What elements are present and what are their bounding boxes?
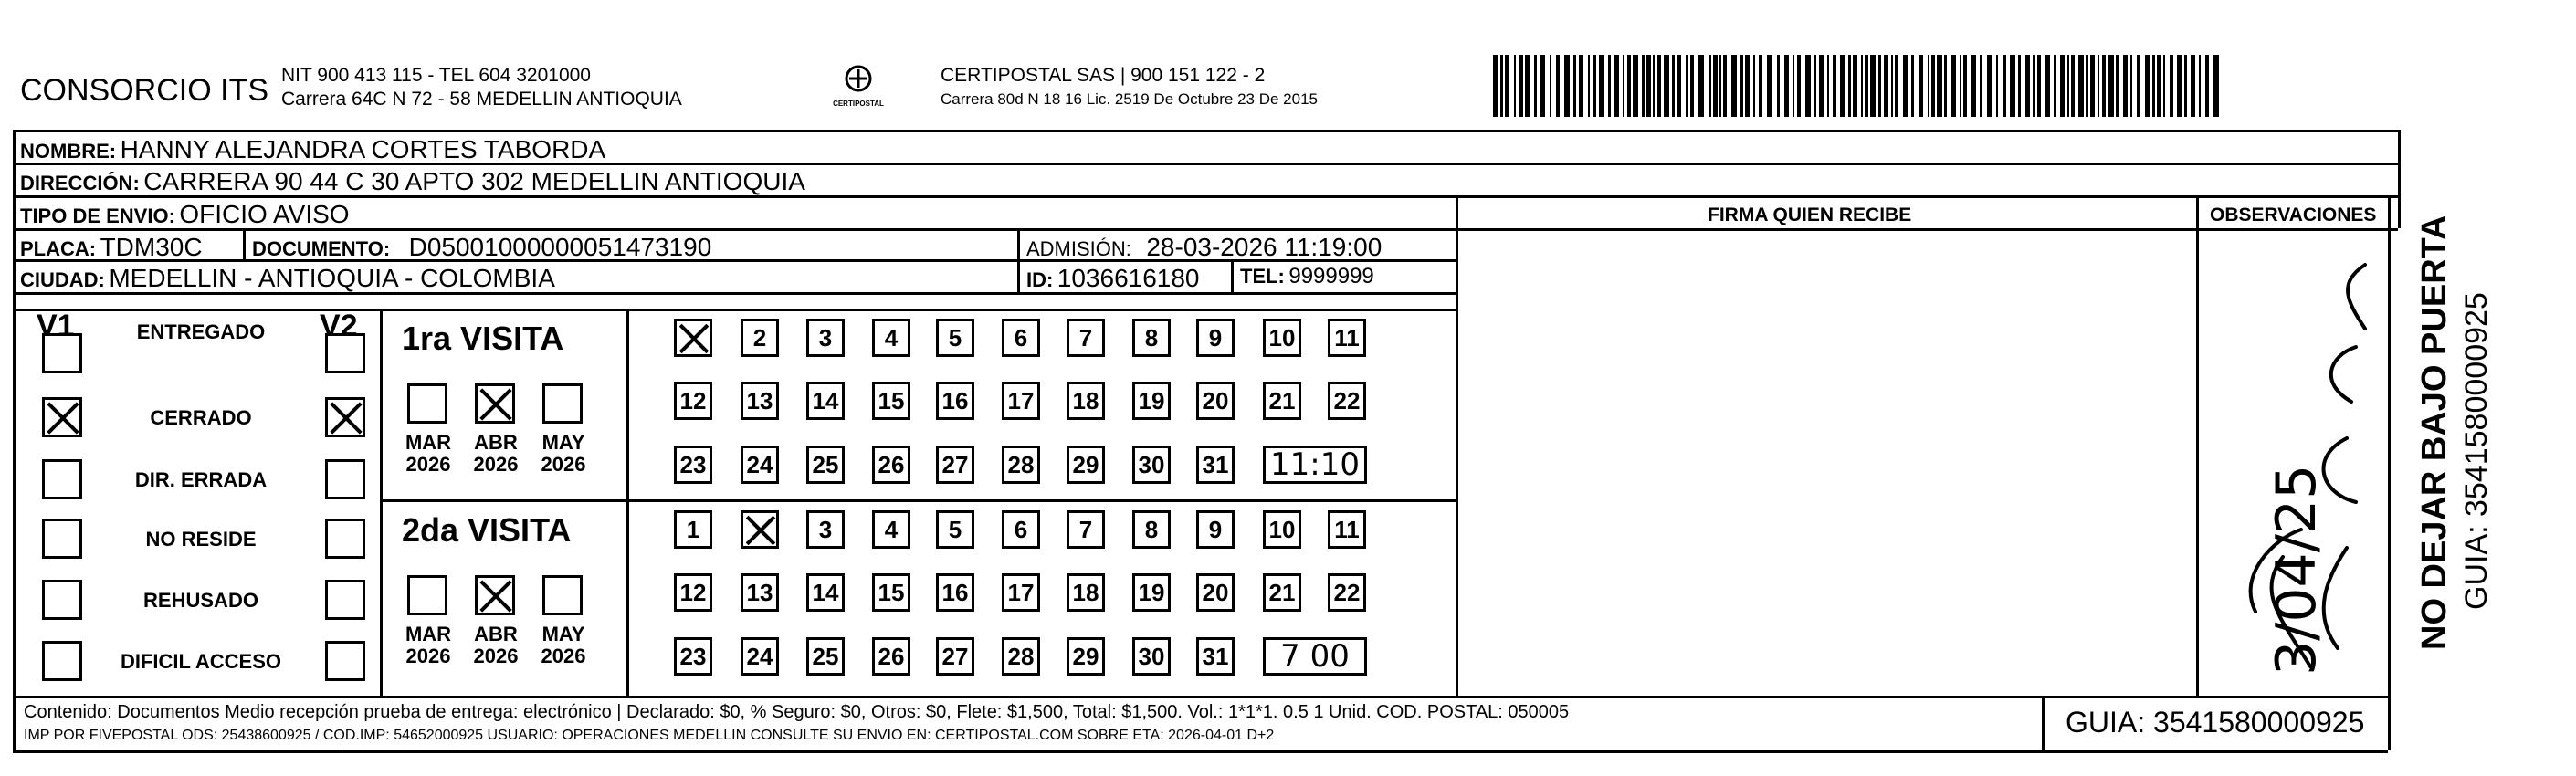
visit-title: 2da VISITA xyxy=(402,511,572,549)
day-box[interactable]: 1 xyxy=(674,510,712,549)
status-label: ENTREGADO xyxy=(136,320,266,343)
day-box[interactable]: 12 xyxy=(674,382,712,420)
v1-checkbox[interactable] xyxy=(42,641,82,681)
day-box[interactable]: 6 xyxy=(1002,319,1040,357)
admision-label: ADMISIÓN: xyxy=(1026,237,1131,260)
day-box[interactable]: 20 xyxy=(1196,573,1235,612)
v2-checkbox[interactable] xyxy=(325,580,365,620)
day-box[interactable]: 25 xyxy=(806,637,845,676)
day-box[interactable]: 5 xyxy=(936,510,974,549)
barcode xyxy=(1493,55,2224,117)
logo-text: CERTIPOSTAL xyxy=(833,100,884,108)
day-box[interactable]: 4 xyxy=(872,510,910,549)
tipo-label: TIPO DE ENVIO: xyxy=(20,204,175,227)
day-box[interactable] xyxy=(674,319,712,357)
day-box[interactable]: 18 xyxy=(1067,382,1105,420)
v1-checkbox[interactable] xyxy=(42,397,82,437)
documento-label: DOCUMENTO: xyxy=(252,237,391,260)
day-box[interactable]: 17 xyxy=(1002,382,1040,420)
day-box[interactable]: 13 xyxy=(741,382,779,420)
nombre-row xyxy=(20,137,605,163)
month-label: MAY 2026 xyxy=(541,623,586,668)
documento-value: D05001000000051473190 xyxy=(408,233,712,261)
v2-checkbox[interactable] xyxy=(325,459,365,499)
visit-title: 1ra VISITA xyxy=(402,320,564,357)
day-box[interactable]: 12 xyxy=(674,573,712,612)
day-box[interactable]: 24 xyxy=(741,637,779,676)
direccion-value: CARRERA 90 44 C 30 APTO 302 MEDELLIN ANTIOQUIA xyxy=(143,167,805,195)
status-label: REHUSADO xyxy=(143,589,258,612)
day-box[interactable]: 31 xyxy=(1196,637,1235,676)
day-box[interactable]: 20 xyxy=(1196,382,1235,420)
tel-label: TEL: xyxy=(1240,265,1285,288)
day-box[interactable]: 21 xyxy=(1263,382,1301,420)
v2-label: V2 xyxy=(320,309,358,343)
carrier-name: CERTIPOSTAL SAS | 900 151 122 - 2 xyxy=(941,65,1266,86)
day-box[interactable]: 13 xyxy=(741,573,779,612)
v1-checkbox[interactable] xyxy=(42,519,82,559)
tipo-row xyxy=(20,202,350,227)
day-box[interactable]: 7 xyxy=(1067,510,1105,549)
direccion-label: DIRECCIÓN: xyxy=(20,172,140,194)
status-label: CERRADO xyxy=(150,406,252,429)
month-checkbox[interactable] xyxy=(407,383,447,424)
day-box[interactable]: 3 xyxy=(806,319,845,357)
ciudad-label: CIUDAD: xyxy=(20,268,105,291)
placa-row xyxy=(20,235,203,260)
day-box[interactable]: 19 xyxy=(1132,382,1171,420)
observaciones-handwritten-note: 3/04/25 xyxy=(2265,464,2329,676)
day-box[interactable]: 27 xyxy=(936,446,974,484)
direccion-row xyxy=(20,169,805,194)
day-box[interactable]: 26 xyxy=(872,446,910,484)
ciudad-row xyxy=(20,266,555,291)
day-box[interactable]: 28 xyxy=(1002,637,1040,676)
visit-time-box[interactable]: 11:10 xyxy=(1263,446,1367,484)
nombre-label: NOMBRE: xyxy=(20,140,117,163)
day-box[interactable]: 22 xyxy=(1328,382,1366,420)
company-address: Carrera 64C N 72 - 58 MEDELLIN ANTIOQUIA xyxy=(281,89,682,110)
day-box[interactable]: 24 xyxy=(741,446,779,484)
day-box[interactable]: 14 xyxy=(806,573,845,612)
day-box[interactable]: 8 xyxy=(1132,319,1171,357)
tel-row xyxy=(1240,266,1374,288)
v2-checkbox[interactable] xyxy=(325,641,365,681)
day-box[interactable]: 19 xyxy=(1132,573,1171,612)
certipostal-logo xyxy=(822,64,895,110)
ciudad-value: MEDELLIN - ANTIOQUIA - COLOMBIA xyxy=(109,264,555,292)
tipo-value: OFICIO AVISO xyxy=(179,200,350,228)
status-label: DIFICIL ACCESO xyxy=(120,650,281,673)
footer-guia: GUIA: 3541580000925 xyxy=(2066,706,2365,739)
day-box[interactable]: 27 xyxy=(936,637,974,676)
day-box[interactable]: 7 xyxy=(1067,319,1105,357)
day-box[interactable]: 23 xyxy=(674,446,712,484)
day-box[interactable]: 16 xyxy=(936,573,974,612)
month-label: MAR 2026 xyxy=(405,431,452,477)
admision-row xyxy=(1026,235,1382,260)
month-label: ABR 2026 xyxy=(473,623,519,668)
documento-row xyxy=(252,235,711,260)
month-checkbox[interactable] xyxy=(475,383,515,424)
day-box[interactable]: 30 xyxy=(1132,637,1171,676)
placa-label: PLACA: xyxy=(20,237,97,260)
day-box[interactable]: 14 xyxy=(806,382,845,420)
day-box[interactable]: 5 xyxy=(936,319,974,357)
side-guia: GUIA: 3541580000925 xyxy=(2459,292,2494,610)
v1-label: V1 xyxy=(37,309,75,343)
nombre-value: HANNY ALEJANDRA CORTES TABORDA xyxy=(120,135,606,163)
day-box[interactable]: 26 xyxy=(872,637,910,676)
day-box[interactable] xyxy=(741,510,779,549)
v2-checkbox[interactable] xyxy=(325,333,365,373)
status-label: NO RESIDE xyxy=(145,528,257,551)
footer-contenido: Contenido: Documentos Medio recepción prueba de entrega: electrónico | Declarado: $0, % Seguro: $0, Otros: $0, Flete: $1,500, Total: $1,500. Vol.: 1*1*1. 0.5 1 Unid. COD. POSTAL: 050005 xyxy=(24,702,1570,722)
v1-checkbox[interactable] xyxy=(42,459,82,499)
v2-checkbox[interactable] xyxy=(325,519,365,559)
day-box[interactable]: 6 xyxy=(1002,510,1040,549)
day-box[interactable]: 30 xyxy=(1132,446,1171,484)
id-value: 1036616180 xyxy=(1057,264,1200,292)
day-box[interactable]: 23 xyxy=(674,637,712,676)
status-label: DIR. ERRADA xyxy=(134,468,268,491)
day-box[interactable]: 29 xyxy=(1067,637,1105,676)
company-name: CONSORCIO ITS xyxy=(20,73,269,108)
day-box[interactable]: 3 xyxy=(806,510,845,549)
day-box[interactable]: 4 xyxy=(872,319,910,357)
id-label: ID: xyxy=(1026,268,1054,291)
day-box[interactable]: 10 xyxy=(1263,510,1301,549)
observaciones-header: OBSERVACIONES xyxy=(2210,204,2377,225)
side-no-dejar: NO DEJAR BAJO PUERTA xyxy=(2415,215,2454,650)
day-box[interactable]: 15 xyxy=(872,382,910,420)
day-box[interactable]: 18 xyxy=(1067,573,1105,612)
day-box[interactable]: 21 xyxy=(1263,573,1301,612)
day-box[interactable]: 2 xyxy=(741,319,779,357)
day-box[interactable]: 11 xyxy=(1328,319,1366,357)
carrier-address: Carrera 80d N 18 16 Lic. 2519 De Octubre 23 De 2015 xyxy=(941,90,1318,108)
day-box[interactable]: 11 xyxy=(1328,510,1366,549)
month-checkbox[interactable] xyxy=(407,575,447,615)
day-box[interactable]: 28 xyxy=(1002,446,1040,484)
v1-checkbox[interactable] xyxy=(42,333,82,373)
admision-value: 28-03-2026 11:19:00 xyxy=(1146,233,1383,261)
visit-time-box[interactable]: 7 00 xyxy=(1263,637,1367,676)
day-box[interactable]: 17 xyxy=(1002,573,1040,612)
firma-header: FIRMA QUIEN RECIBE xyxy=(1708,204,1912,225)
day-box[interactable]: 31 xyxy=(1196,446,1235,484)
v2-checkbox[interactable] xyxy=(325,397,365,437)
day-box[interactable]: 8 xyxy=(1132,510,1171,549)
month-label: MAY 2026 xyxy=(541,431,586,477)
day-box[interactable]: 16 xyxy=(936,382,974,420)
day-box[interactable]: 10 xyxy=(1263,319,1301,357)
day-box[interactable]: 29 xyxy=(1067,446,1105,484)
v1-checkbox[interactable] xyxy=(42,580,82,620)
id-row xyxy=(1026,266,1200,291)
day-box[interactable]: 25 xyxy=(806,446,845,484)
company-nit: NIT 900 413 115 - TEL 604 3201000 xyxy=(281,65,591,86)
day-box[interactable]: 9 xyxy=(1196,319,1235,357)
placa-value: TDM30C xyxy=(100,233,203,261)
month-label: MAR 2026 xyxy=(405,623,452,668)
tel-value: 9999999 xyxy=(1288,264,1374,288)
month-checkbox[interactable] xyxy=(475,575,515,615)
month-label: ABR 2026 xyxy=(473,431,519,477)
day-box[interactable]: 22 xyxy=(1328,573,1366,612)
month-checkbox[interactable] xyxy=(542,383,583,424)
day-box[interactable]: 9 xyxy=(1196,510,1235,549)
month-checkbox[interactable] xyxy=(542,575,583,615)
day-box[interactable]: 15 xyxy=(872,573,910,612)
footer-imp: IMP POR FIVEPOSTAL ODS: 25438600925 / COD.IMP: 54652000925 USUARIO: OPERACIONES MEDELLIN CONSULTE SU ENVIO EN: CERTIPOSTAL.COM SOBRE ETA: 2026-04-01 D+2 xyxy=(24,728,1275,743)
